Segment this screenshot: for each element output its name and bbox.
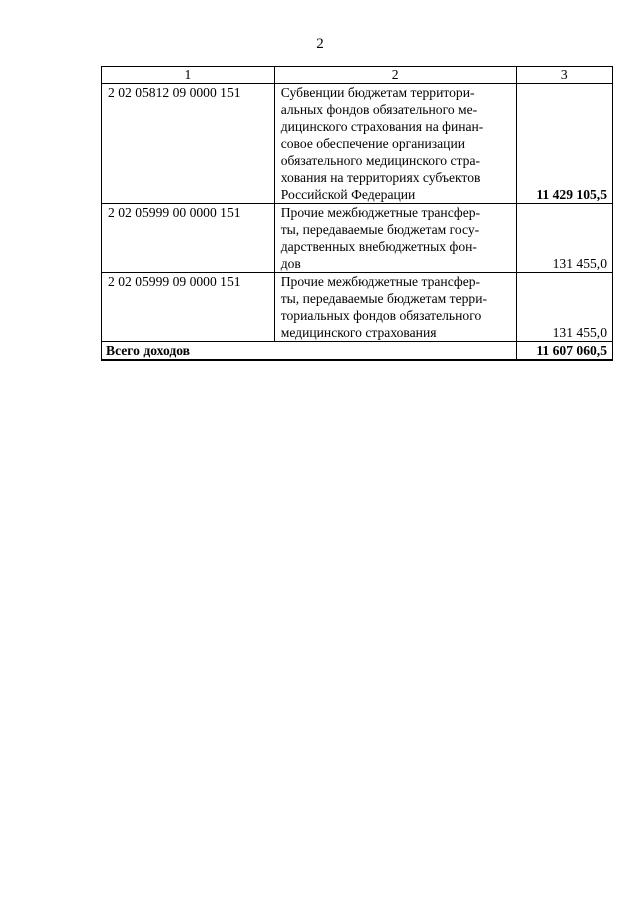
revenue-name-line: дицинского страхования на финан- — [280, 119, 484, 134]
revenue-name-line: дарственных внебюджетных фон- — [280, 239, 477, 254]
table-row — [102, 273, 613, 342]
total-row — [102, 342, 613, 361]
total-amount: 11 607 060,5 — [516, 342, 612, 361]
column-header-2: 2 — [274, 67, 516, 84]
revenue-name — [274, 204, 516, 273]
revenue-name-line: ты, передаваемые бюджетам госу- — [280, 222, 480, 237]
revenue-name-line: обязательного медицинского стра- — [280, 153, 481, 168]
revenue-name-line: совое обеспечение организации — [280, 136, 466, 151]
revenue-name-line: медицинского страхования — [280, 325, 437, 340]
column-header-3: 3 — [516, 67, 612, 84]
revenue-name-line: ты, передаваемые бюджетам терри- — [280, 291, 488, 306]
revenue-name-line: Прочие межбюджетные трансфер- — [280, 205, 481, 220]
revenue-name-line: хования на территориях субъектов — [280, 170, 481, 185]
revenue-name — [274, 84, 516, 204]
column-header-1: 1 — [102, 67, 275, 84]
revenue-name-line: Субвенции бюджетам территори- — [280, 85, 475, 100]
table-header-row — [102, 67, 613, 84]
total-label: Всего доходов — [102, 342, 517, 361]
amount-value: 11 429 105,5 — [516, 84, 612, 204]
amount-value: 131 455,0 — [516, 273, 612, 342]
revenue-name-line: дов — [280, 256, 301, 271]
revenue-name-line: альных фондов обязательного ме- — [280, 102, 478, 117]
budget-code: 2 02 05999 00 0000 151 — [102, 204, 275, 273]
amount-value: 131 455,0 — [516, 204, 612, 273]
revenue-name-line: ториальных фондов обязательного — [280, 308, 482, 323]
page-number: 2 — [316, 36, 324, 52]
revenue-name-line: Прочие межбюджетные трансфер- — [280, 274, 481, 289]
table-row — [102, 204, 613, 273]
revenue-name — [274, 273, 516, 342]
table-row — [102, 84, 613, 204]
revenue-name-line: Российской Федерации — [280, 187, 416, 202]
budget-code: 2 02 05812 09 0000 151 — [102, 84, 275, 204]
budget-code: 2 02 05999 09 0000 151 — [102, 273, 275, 342]
revenue-table — [101, 66, 613, 361]
